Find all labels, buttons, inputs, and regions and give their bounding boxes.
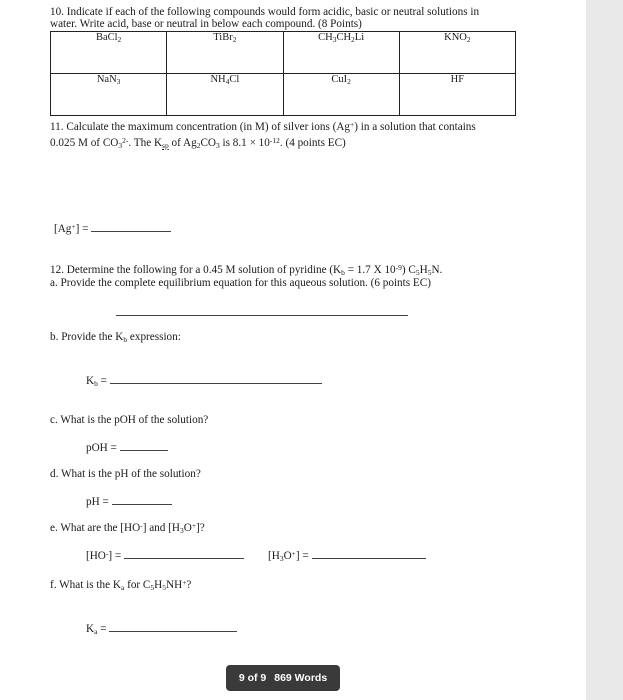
cell-hf[interactable]: HF bbox=[399, 74, 515, 116]
q10-line1: 10. Indicate if each of the following compounds would form acidic, basic or neutral solutions in bbox=[50, 6, 480, 18]
h3o-answer-blank[interactable] bbox=[312, 549, 426, 559]
cell-bacl2[interactable]: BaCl$_2$ bbox=[51, 32, 167, 74]
q11-line2: 0.025 M of $CO_3^{2-}$. The $K_{sp}$ of $Ag_2CO_3$ is $8.1 \times 10^{-12}$. (4 points EC) bbox=[50, 136, 346, 150]
q12b-text: b. Provide the $K_b$ expression: bbox=[50, 331, 181, 344]
cell-nan3[interactable]: NaN$_3$ bbox=[51, 74, 167, 116]
ka-answer: $K_a$ = bbox=[86, 622, 237, 636]
ph-answer-blank[interactable] bbox=[112, 495, 172, 505]
word-count-status[interactable] bbox=[226, 665, 340, 691]
ag-answer-blank[interactable] bbox=[91, 222, 171, 232]
ho-answer: [HO-] = bbox=[86, 549, 244, 563]
q10-line2: water. Write acid, base or neutral in below each compound. (8 Points) bbox=[50, 18, 362, 30]
cell-kno2[interactable]: $KNO_2$ bbox=[399, 32, 515, 74]
cell-cui2[interactable]: CuI$_2$ bbox=[283, 74, 399, 116]
h3o-answer: $[H_3O^+]$ = bbox=[268, 549, 426, 563]
poh-answer: pOH = bbox=[86, 441, 168, 455]
kb-answer: $K_b$ = bbox=[86, 374, 322, 388]
ag-answer: [Ag+] = bbox=[54, 222, 171, 236]
poh-answer-blank[interactable] bbox=[120, 441, 168, 451]
q12e-text: e. What are the [HO-] and $[H_3O^+]$? bbox=[50, 521, 205, 535]
ph-answer: pH = bbox=[86, 495, 172, 509]
q12a-text: a. Provide the complete equilibrium equation for this aqueous solution. (6 points EC) bbox=[50, 277, 431, 289]
compound-table bbox=[50, 31, 516, 116]
q12c-text: c. What is the pOH of the solution? bbox=[50, 414, 209, 426]
q12d-text: d. What is the pH of the solution? bbox=[50, 468, 201, 480]
equilibrium-answer-line[interactable] bbox=[116, 315, 408, 316]
cell-ch3ch2li[interactable]: $CH_3CH_2Li$ bbox=[283, 32, 399, 74]
cell-tibr2[interactable]: TiBr$_2$ bbox=[167, 32, 283, 74]
cell-nh4cl[interactable]: $NH_4Cl$ bbox=[167, 74, 283, 116]
ho-answer-blank[interactable] bbox=[124, 549, 244, 559]
ka-answer-blank[interactable] bbox=[109, 622, 237, 632]
word-count: 869 Words bbox=[274, 672, 328, 684]
kb-answer-blank[interactable] bbox=[110, 374, 322, 384]
q12f-text: f. What is the $K_a$ for $C_5H_5NH^+$? bbox=[50, 578, 192, 592]
q11-line1: 11. Calculate the maximum concentration (in M) of silver ions (Ag+) in a solution that contains bbox=[50, 120, 476, 133]
q12-line1: 12. Determine the following for a 0.45 M solution of pyridine ($K_b = 1.7$ X $10^{-9}$) $C_5H_5N$. bbox=[50, 263, 443, 277]
page-count: 9 of 9 bbox=[238, 672, 267, 684]
side-gutter bbox=[586, 0, 623, 700]
